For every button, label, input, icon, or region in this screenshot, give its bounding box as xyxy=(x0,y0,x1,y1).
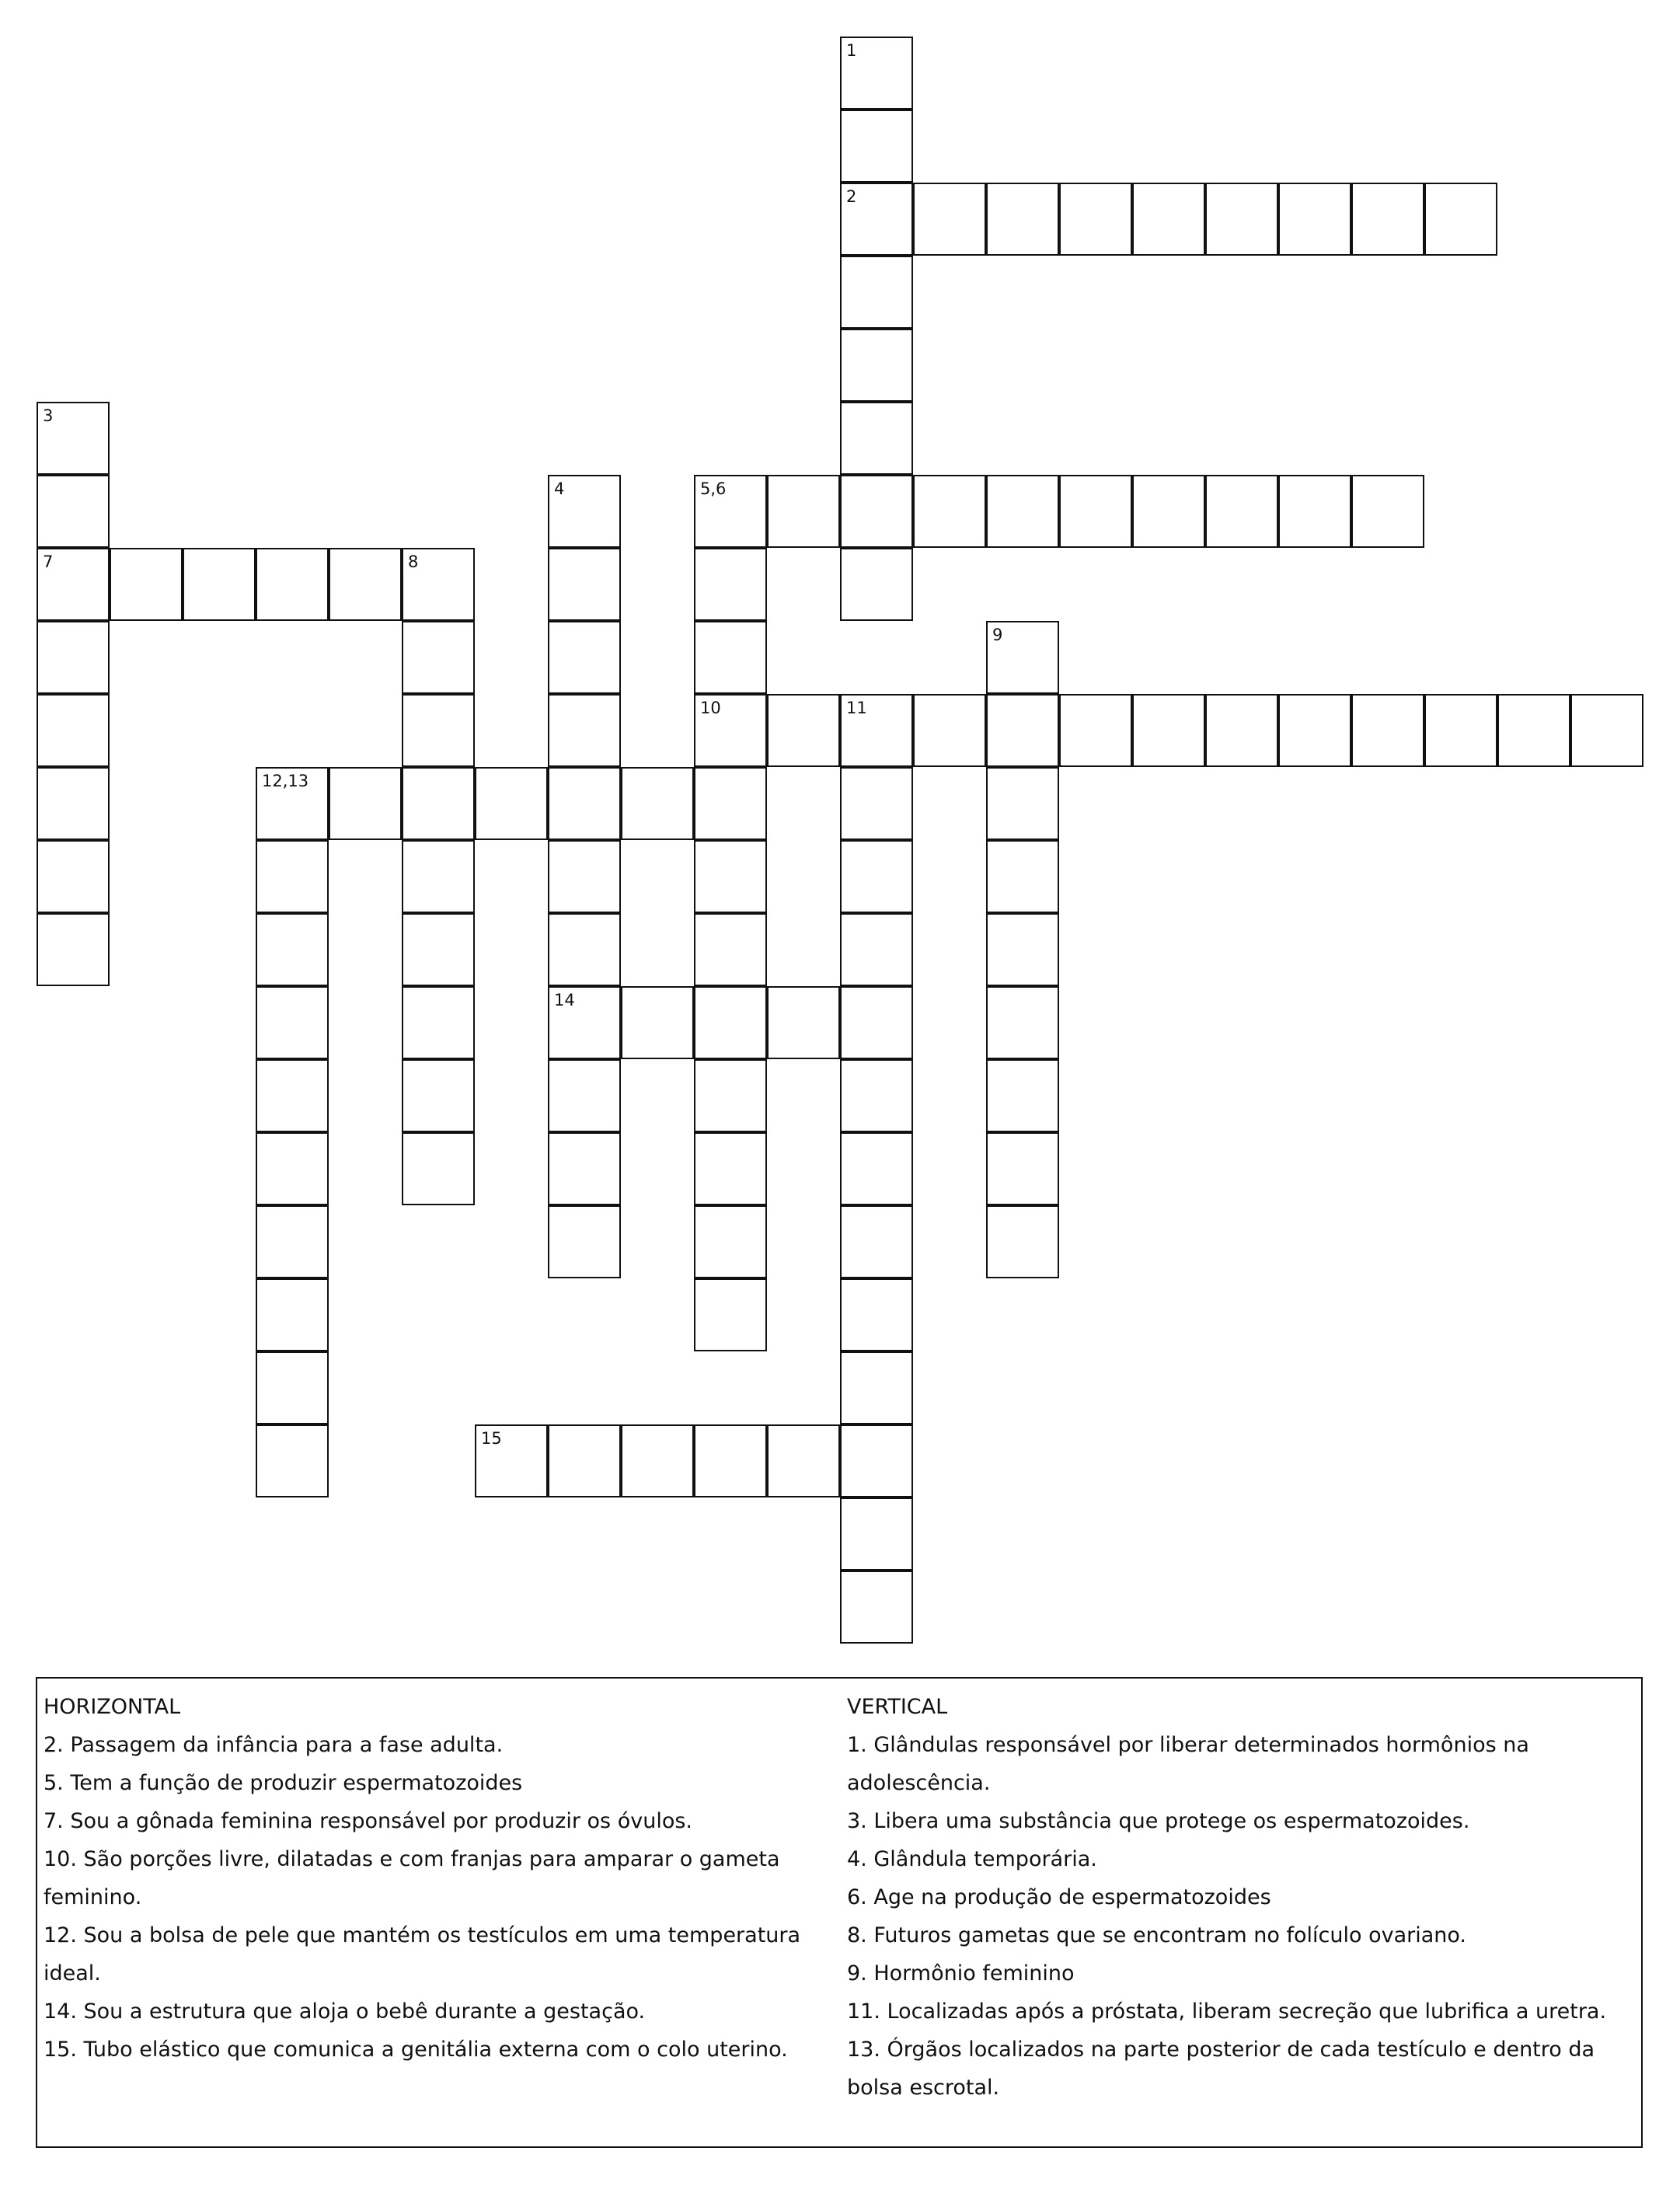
clue-line: 13. Órgãos localizados na parte posterior de cada testículo e dentro da xyxy=(847,2038,1595,2062)
crossword-cell[interactable] xyxy=(694,1059,767,1132)
horizontal-title: HORIZONTAL xyxy=(44,1695,181,1719)
clue-line: feminino. xyxy=(44,1885,142,1909)
crossword-cell[interactable] xyxy=(840,1059,913,1132)
crossword-cell[interactable] xyxy=(840,256,913,329)
crossword-cell[interactable] xyxy=(256,840,329,913)
crossword-cell[interactable] xyxy=(986,986,1059,1059)
crossword-cell[interactable] xyxy=(1059,475,1132,548)
clue-number: 7 xyxy=(43,553,54,571)
crossword-cell[interactable] xyxy=(548,1205,621,1278)
clue-number: 15 xyxy=(481,1429,502,1448)
crossword-cell[interactable] xyxy=(1278,694,1351,767)
crossword-cell[interactable] xyxy=(840,694,913,767)
crossword-cell[interactable] xyxy=(694,913,767,986)
crossword-cell[interactable] xyxy=(475,767,548,840)
crossword-cell[interactable] xyxy=(840,913,913,986)
crossword-cell[interactable] xyxy=(986,1132,1059,1205)
crossword-cell[interactable] xyxy=(256,1424,329,1497)
crossword-cell[interactable] xyxy=(1278,183,1351,256)
crossword-cell[interactable] xyxy=(548,548,621,621)
crossword-cell[interactable] xyxy=(840,1571,913,1644)
crossword-cell[interactable] xyxy=(402,694,475,767)
clue-line: 4. Glândula temporária. xyxy=(847,1847,1097,1871)
crossword-cell[interactable] xyxy=(548,840,621,913)
crossword-cell[interactable] xyxy=(402,621,475,694)
crossword-cell[interactable] xyxy=(256,767,329,840)
clue-number: 14 xyxy=(554,991,575,1009)
crossword-cell[interactable] xyxy=(256,1059,329,1132)
crossword-cell[interactable] xyxy=(986,767,1059,840)
crossword-cell[interactable] xyxy=(1278,475,1351,548)
crossword-cell[interactable] xyxy=(37,767,110,840)
clue-line: 14. Sou a estrutura que aloja o bebê durante a gestação. xyxy=(44,1999,646,2024)
crossword-cell[interactable] xyxy=(548,1059,621,1132)
clue-line: 9. Hormônio feminino xyxy=(847,1961,1075,1986)
crossword-cell[interactable] xyxy=(767,1424,840,1497)
crossword-cell[interactable] xyxy=(694,1205,767,1278)
crossword-cell[interactable] xyxy=(840,1424,913,1497)
crossword-cell[interactable] xyxy=(37,548,110,621)
crossword-cell[interactable] xyxy=(37,621,110,694)
clue-line: 2. Passagem da infância para a fase adulta. xyxy=(44,1733,504,1757)
crossword-cell[interactable] xyxy=(548,767,621,840)
crossword-cell[interactable] xyxy=(548,475,621,548)
crossword-cell[interactable] xyxy=(840,1205,913,1278)
crossword-cell[interactable] xyxy=(548,1424,621,1497)
crossword-cell[interactable] xyxy=(256,986,329,1059)
crossword-cell[interactable] xyxy=(1205,694,1278,767)
crossword-cell[interactable] xyxy=(37,475,110,548)
crossword-cell[interactable] xyxy=(767,475,840,548)
crossword-cell[interactable] xyxy=(256,1205,329,1278)
clue-line: 6. Age na produção de espermatozoides xyxy=(847,1885,1271,1909)
crossword-cell[interactable] xyxy=(548,986,621,1059)
clue-number: 4 xyxy=(554,479,565,498)
crossword-cell[interactable] xyxy=(913,694,986,767)
crossword-cell[interactable] xyxy=(986,1205,1059,1278)
crossword-cell[interactable] xyxy=(694,986,767,1059)
clue-line: ideal. xyxy=(44,1961,101,1986)
crossword-cell[interactable] xyxy=(694,694,767,767)
crossword-cell[interactable] xyxy=(256,913,329,986)
clue-number: 2 xyxy=(846,187,857,206)
crossword-cell[interactable] xyxy=(767,986,840,1059)
crossword-cell[interactable] xyxy=(37,694,110,767)
clue-line: bolsa escrotal. xyxy=(847,2076,1000,2100)
clue-line: 11. Localizadas após a próstata, liberam secreção que lubrifica a uretra. xyxy=(847,1999,1607,2024)
crossword-cell[interactable] xyxy=(110,548,183,621)
crossword-cell[interactable] xyxy=(1497,694,1570,767)
crossword-cell[interactable] xyxy=(840,986,913,1059)
crossword-cell[interactable] xyxy=(621,1424,694,1497)
crossword-cell[interactable] xyxy=(694,1424,767,1497)
crossword-cell[interactable] xyxy=(986,1059,1059,1132)
crossword-cell[interactable] xyxy=(548,621,621,694)
crossword-cell[interactable] xyxy=(767,694,840,767)
crossword-cell[interactable] xyxy=(1351,694,1424,767)
clue-line: 5. Tem a função de produzir espermatozoides xyxy=(44,1771,523,1795)
crossword-cell[interactable] xyxy=(402,913,475,986)
crossword-cell[interactable] xyxy=(840,329,913,402)
clue-line: 10. São porções livre, dilatadas e com franjas para amparar o gameta xyxy=(44,1847,780,1871)
crossword-cell[interactable] xyxy=(37,913,110,986)
crossword-cell[interactable] xyxy=(694,475,767,548)
crossword-cell[interactable] xyxy=(840,37,913,110)
clue-line: adolescência. xyxy=(847,1771,991,1795)
crossword-cell[interactable] xyxy=(402,986,475,1059)
crossword-cell[interactable] xyxy=(913,475,986,548)
crossword-cell[interactable] xyxy=(1132,694,1205,767)
crossword-cell[interactable] xyxy=(1059,183,1132,256)
crossword-cell[interactable] xyxy=(840,767,913,840)
crossword-cell[interactable] xyxy=(256,1278,329,1351)
crossword-cell[interactable] xyxy=(402,767,475,840)
crossword-cell[interactable] xyxy=(694,621,767,694)
clue-line: 7. Sou a gônada feminina responsável por produzir os óvulos. xyxy=(44,1809,692,1833)
crossword-cell[interactable] xyxy=(37,402,110,475)
crossword-cell[interactable] xyxy=(986,694,1059,767)
crossword-cell[interactable] xyxy=(402,548,475,621)
crossword-cell[interactable] xyxy=(1570,694,1643,767)
crossword-cell[interactable] xyxy=(1424,183,1497,256)
crossword-cell[interactable] xyxy=(548,694,621,767)
crossword-cell[interactable] xyxy=(913,183,986,256)
clue-line: 15. Tubo elástico que comunica a genitália externa com o colo uterino. xyxy=(44,2038,788,2062)
crossword-cell[interactable] xyxy=(183,548,256,621)
crossword-cell[interactable] xyxy=(840,1351,913,1424)
crossword-cell[interactable] xyxy=(1205,183,1278,256)
vertical-clues xyxy=(847,1688,1636,2107)
crossword-cell[interactable] xyxy=(840,402,913,475)
crossword-cell[interactable] xyxy=(1132,183,1205,256)
clue-number: 8 xyxy=(408,553,419,571)
horizontal-clues xyxy=(44,1688,828,2069)
crossword-cell[interactable] xyxy=(37,840,110,913)
crossword-cell[interactable] xyxy=(840,1278,913,1351)
clue-line: 1. Glândulas responsável por liberar determinados hormônios na xyxy=(847,1733,1529,1757)
clues-box xyxy=(36,1677,1643,2148)
clue-number: 10 xyxy=(700,699,721,717)
crossword-cell[interactable] xyxy=(548,1132,621,1205)
clue-line: 8. Futuros gametas que se encontram no folículo ovariano. xyxy=(847,1923,1467,1947)
crossword-cell[interactable] xyxy=(1351,475,1424,548)
clue-number: 12,13 xyxy=(262,772,309,790)
crossword-cell[interactable] xyxy=(840,548,913,621)
crossword-cell[interactable] xyxy=(329,767,402,840)
crossword-cell[interactable] xyxy=(548,913,621,986)
crossword-cell[interactable] xyxy=(402,1059,475,1132)
crossword-cell[interactable] xyxy=(402,1132,475,1205)
crossword-cell[interactable] xyxy=(256,548,329,621)
crossword-cell[interactable] xyxy=(402,840,475,913)
crossword-cell[interactable] xyxy=(840,183,913,256)
crossword-cell[interactable] xyxy=(694,548,767,621)
crossword-cell[interactable] xyxy=(986,840,1059,913)
crossword-cell[interactable] xyxy=(621,767,694,840)
crossword-cell[interactable] xyxy=(1351,183,1424,256)
vertical-title: VERTICAL xyxy=(847,1695,948,1719)
crossword-cell[interactable] xyxy=(1205,475,1278,548)
crossword-cell[interactable] xyxy=(694,767,767,840)
crossword-cell[interactable] xyxy=(256,1132,329,1205)
crossword-cell[interactable] xyxy=(694,840,767,913)
crossword-cell[interactable] xyxy=(621,986,694,1059)
crossword-cell[interactable] xyxy=(1059,694,1132,767)
crossword-cell[interactable] xyxy=(1132,475,1205,548)
crossword-cell[interactable] xyxy=(840,110,913,183)
crossword-cell[interactable] xyxy=(986,183,1059,256)
crossword-cell[interactable] xyxy=(475,1424,548,1497)
crossword-cell[interactable] xyxy=(840,1132,913,1205)
crossword-cell[interactable] xyxy=(986,475,1059,548)
crossword-cell[interactable] xyxy=(986,913,1059,986)
crossword-cell[interactable] xyxy=(840,840,913,913)
clue-number: 9 xyxy=(992,626,1003,644)
crossword-cell[interactable] xyxy=(840,475,913,548)
clue-number: 3 xyxy=(43,406,54,425)
crossword-cell[interactable] xyxy=(1424,694,1497,767)
clue-number: 11 xyxy=(846,699,867,717)
clue-number: 1 xyxy=(846,41,857,60)
crossword-cell[interactable] xyxy=(840,1497,913,1571)
clue-line: 12. Sou a bolsa de pele que mantém os testículos em uma temperatura xyxy=(44,1923,801,1947)
crossword-cell[interactable] xyxy=(329,548,402,621)
crossword-cell[interactable] xyxy=(256,1351,329,1424)
crossword-cell[interactable] xyxy=(694,1278,767,1351)
clue-line: 3. Libera uma substância que protege os espermatozoides. xyxy=(847,1809,1470,1833)
crossword-cell[interactable] xyxy=(986,621,1059,694)
crossword-cell[interactable] xyxy=(694,1132,767,1205)
clue-number: 5,6 xyxy=(700,479,727,498)
